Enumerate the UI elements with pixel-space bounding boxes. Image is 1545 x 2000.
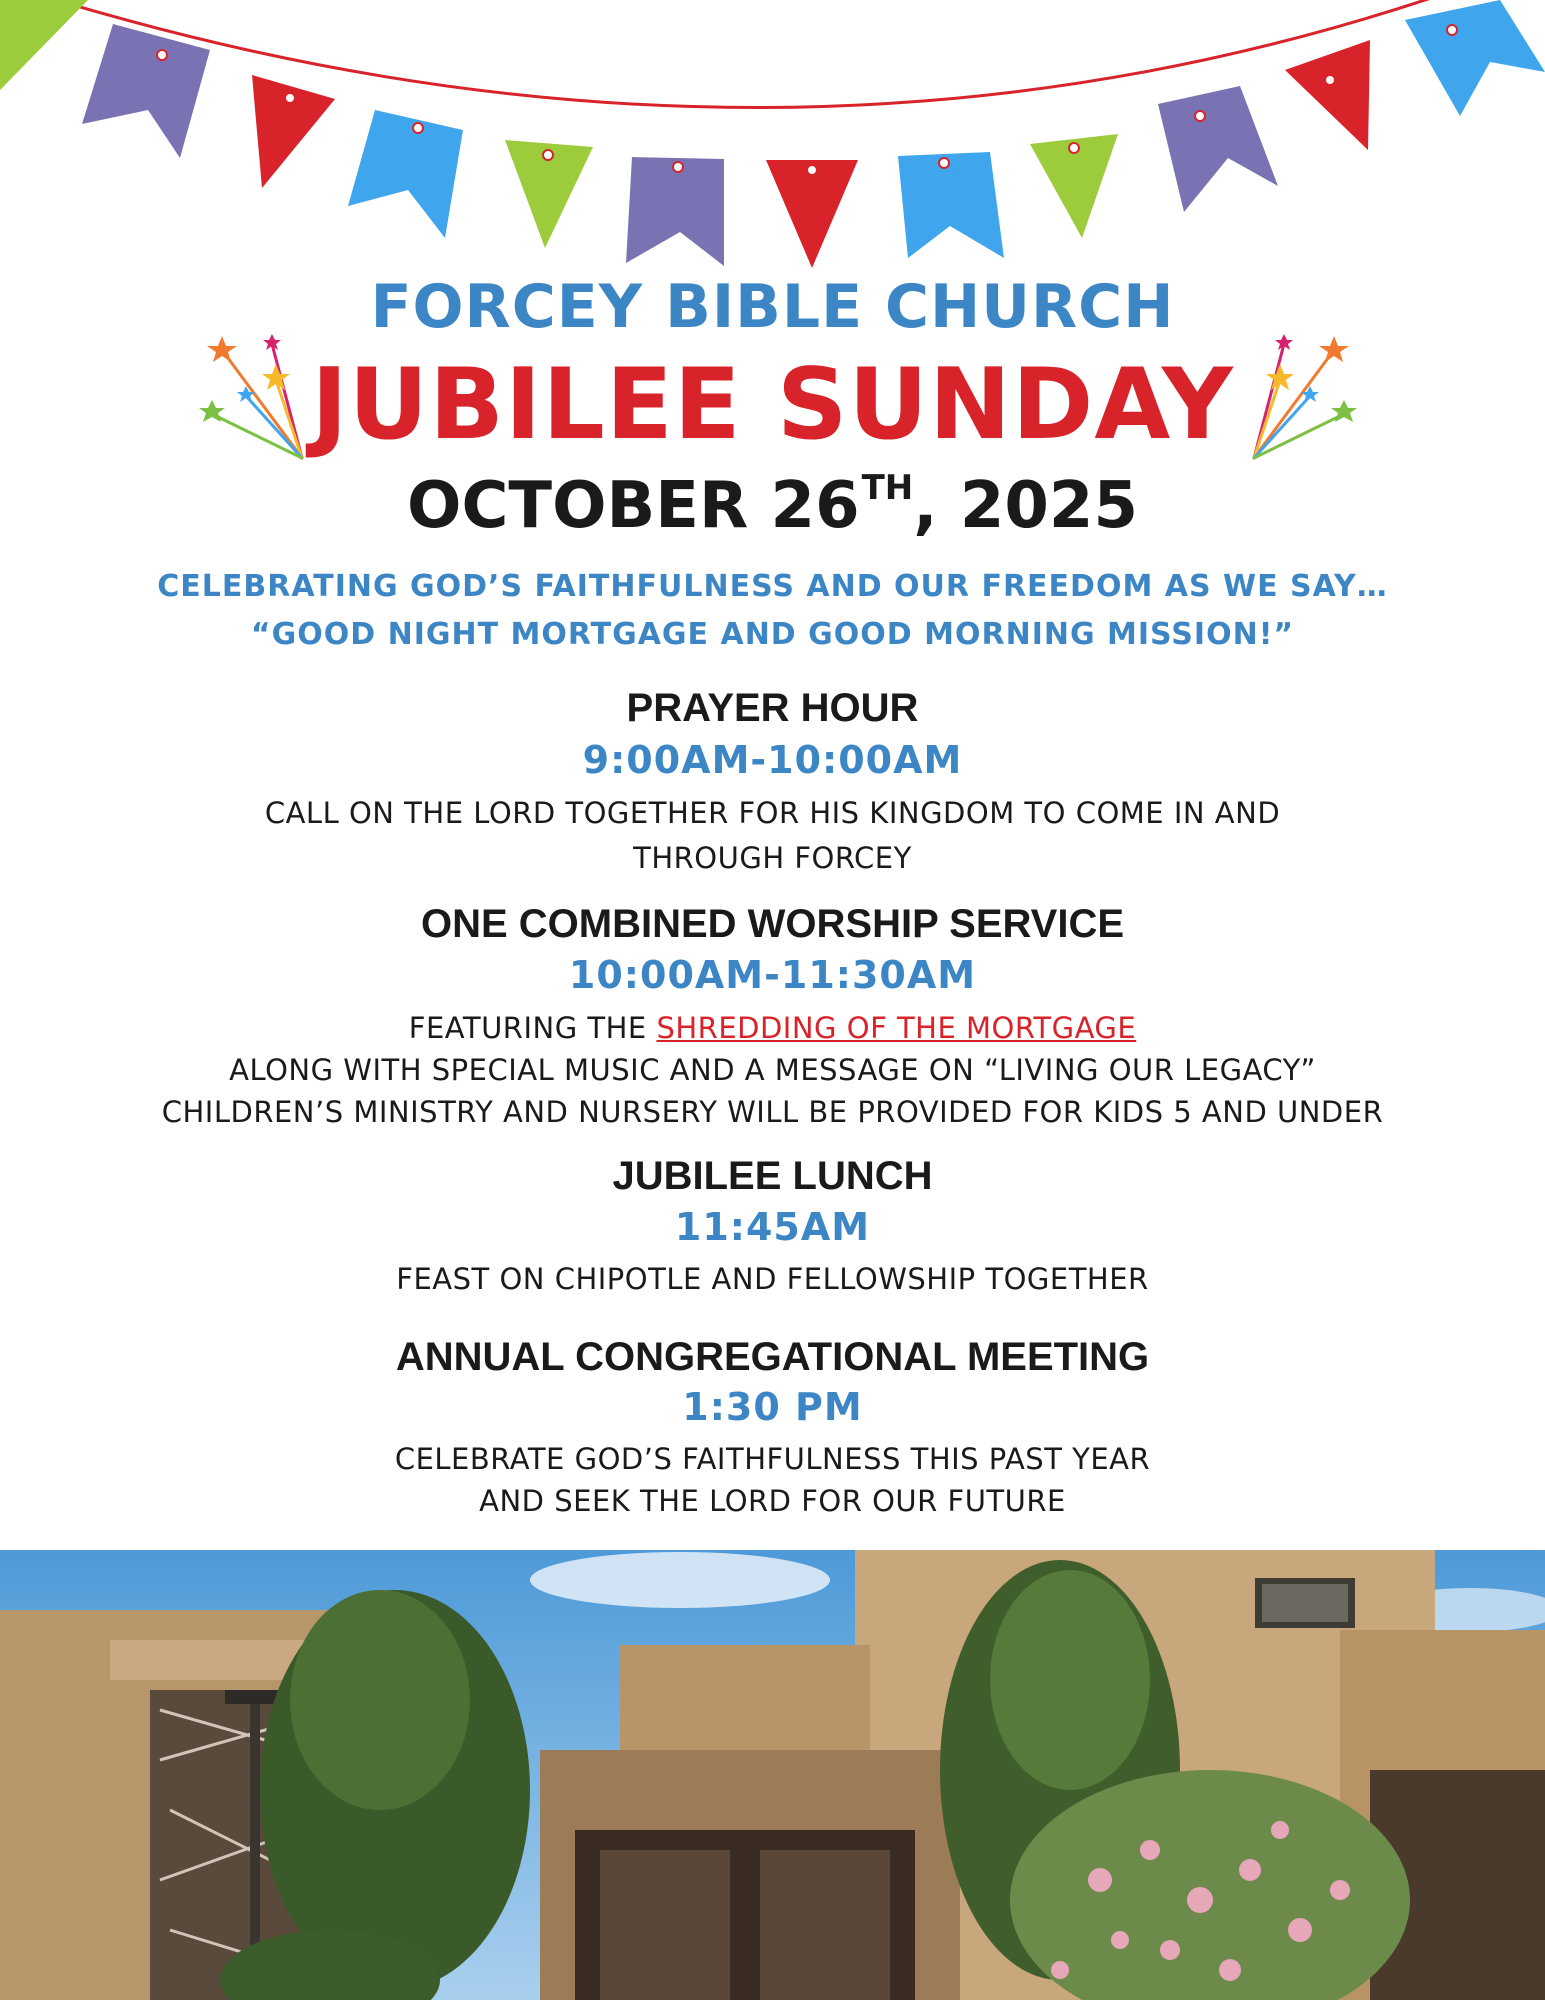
event-title: JUBILEE SUNDAY — [311, 348, 1234, 462]
jubilee-lunch-time: 11:45AM — [674, 1205, 871, 1249]
worship-service-desc-3: CHILDREN’S MINISTRY AND NURSERY WILL BE PROVIDED FOR KIDS 5 AND UNDER — [161, 1095, 1384, 1129]
prayer-hour-title: PRAYER HOUR — [626, 686, 919, 730]
worship-service-desc-2: ALONG WITH SPECIAL MUSIC AND A MESSAGE ON “LIVING OUR LEGACY” — [229, 1053, 1316, 1087]
date-year: , 2025 — [913, 469, 1138, 543]
annual-meeting-title: ANNUAL CONGREGATIONAL MEETING — [395, 1335, 1150, 1379]
church-building-photo — [0, 1550, 1545, 2000]
prayer-hour-desc-2: THROUGH FORCEY — [633, 841, 912, 875]
bunting-flags-decoration — [0, 0, 1545, 280]
jubilee-lunch-desc: FEAST ON CHIPOTLE AND FELLOWSHIP TOGETHER — [396, 1262, 1149, 1296]
worship-featuring-text: FEATURING THE — [408, 1011, 657, 1045]
date-suffix: TH — [861, 468, 914, 508]
worship-service-title: ONE COMBINED WORSHIP SERVICE — [420, 902, 1125, 946]
prayer-hour-desc-1: CALL ON THE LORD TOGETHER FOR HIS KINGDOM TO COME IN AND — [264, 796, 1281, 830]
jubilee-lunch-title: JUBILEE LUNCH — [612, 1154, 933, 1198]
date-main: OCTOBER 26 — [407, 469, 860, 543]
event-date — [0, 468, 1545, 543]
prayer-hour-time: 9:00AM-10:00AM — [582, 738, 963, 782]
tagline-line-2: “GOOD NIGHT MORTGAGE AND GOOD MORNING MISSION!” — [250, 617, 1295, 652]
worship-service-time: 10:00AM-11:30AM — [568, 953, 977, 997]
mortgage-shredding-link[interactable]: SHREDDING OF THE MORTGAGE — [656, 1011, 1137, 1045]
annual-meeting-desc-1: CELEBRATE GOD’S FAITHFULNESS THIS PAST YEAR — [394, 1442, 1151, 1476]
worship-service-desc-1 — [0, 1011, 1545, 1045]
church-name: FORCEY BIBLE CHURCH — [370, 272, 1175, 342]
annual-meeting-desc-2: AND SEEK THE LORD FOR OUR FUTURE — [479, 1484, 1066, 1518]
tagline-line-1: CELEBRATING GOD’S FAITHFULNESS AND OUR FREEDOM AS WE SAY… — [157, 569, 1388, 604]
annual-meeting-time: 1:30 PM — [682, 1385, 863, 1429]
